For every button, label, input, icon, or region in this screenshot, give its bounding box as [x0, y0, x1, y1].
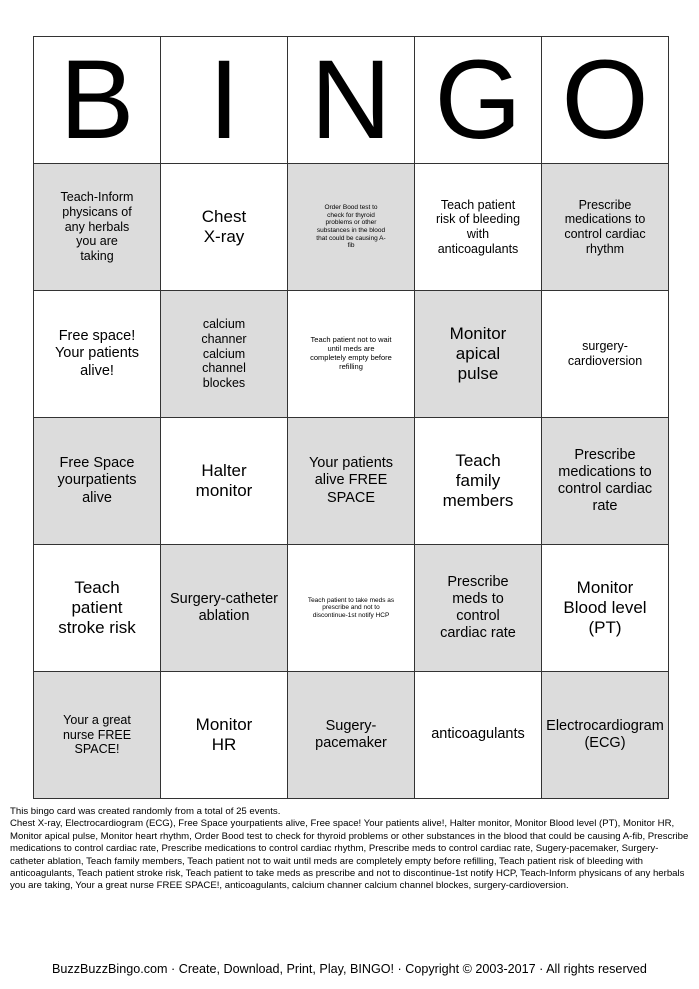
- bingo-cell: [542, 164, 669, 291]
- header-letter-o: O: [542, 37, 669, 164]
- bingo-row-4: [34, 545, 669, 672]
- bingo-row-5: [34, 672, 669, 799]
- cell-text: surgery-cardioversion: [567, 339, 643, 368]
- bingo-cell: [415, 164, 542, 291]
- cell-text: Prescribe meds to control cardiac rate: [440, 573, 516, 642]
- cell-text: Prescribe medications to control cardiac rate: [557, 446, 653, 515]
- cell-text: Surgery-catheter ablation: [170, 590, 278, 624]
- bingo-row-2: [34, 291, 669, 418]
- cell-text: Sugery-pacemaker: [315, 717, 387, 751]
- bingo-cell: [34, 672, 161, 799]
- cell-text: Your patients alive FREE SPACE: [308, 455, 394, 506]
- cell-text: Free space! Your patients alive!: [54, 328, 140, 379]
- bingo-cell: [415, 418, 542, 545]
- bingo-cell: [288, 672, 415, 799]
- bingo-row-3: [34, 418, 669, 545]
- cell-text: Monitor Blood level (PT): [563, 577, 647, 638]
- bingo-cell: [288, 291, 415, 418]
- bingo-cell: [415, 291, 542, 418]
- bingo-cell: [288, 418, 415, 545]
- bingo-cell: [34, 164, 161, 291]
- bingo-row-1: [34, 164, 669, 291]
- header-letter-b: B: [34, 37, 161, 164]
- cell-text: Monitor apical pulse: [449, 323, 507, 384]
- bingo-cell: [415, 672, 542, 799]
- header-letter-i: I: [161, 37, 288, 164]
- site-footer: BuzzBuzzBingo.com · Create, Download, Print, Play, BINGO! · Copyright © 2003-2017 · All rights reserved: [52, 962, 647, 976]
- bingo-cell: [415, 545, 542, 672]
- cell-text: Prescribe medications to control cardiac rhythm: [564, 197, 646, 256]
- cell-text: anticoagulants: [431, 726, 525, 743]
- bingo-card: [33, 36, 669, 799]
- cell-text: Halter monitor: [195, 460, 253, 500]
- bingo-cell: [34, 418, 161, 545]
- bingo-cell: [288, 545, 415, 672]
- bingo-cell: [161, 291, 288, 418]
- bingo-cell: [288, 164, 415, 291]
- cell-text: Teach patient stroke risk: [58, 577, 136, 638]
- bingo-cell: [542, 291, 669, 418]
- header-letter-g: G: [415, 37, 542, 164]
- bingo-cell: [161, 418, 288, 545]
- bingo-cell: [161, 672, 288, 799]
- cell-text: Monitor HR: [195, 714, 253, 754]
- cell-text: Teach patient to take meds as prescribe and not to discontinue-1st notify HCP: [307, 596, 395, 619]
- header-row: [34, 37, 669, 164]
- cell-text: Your a great nurse FREE SPACE!: [62, 712, 132, 757]
- cell-text: Order Bood test to check for thyroid problems or other substances in the blood that could be causing A-fib: [316, 204, 386, 250]
- header-letter-n: N: [288, 37, 415, 164]
- description-summary: This bingo card was created randomly from a total of 25 events.: [10, 806, 281, 817]
- bingo-cell: [34, 291, 161, 418]
- description-event-list: Chest X-ray, Electrocardiogram (ECG), Free Space yourpatients alive, Free space! Your patients alive!, Halter monitor, Monitor Blood level (PT), Monitor HR, Monitor apical pulse, Monitor heart rhythm, Order Bood test to check for thyroid problems or other substances in the blood that could be causing A-fib, Prescribe medications to control cardiac rate, Prescribe medications to control cardiac rhythm, Prescribe meds to control cardiac rate, Sugery-pacemaker, Surgery-catheter ablation, Teach family members, Teach patient not to wait until meds are completely empty before refilling, Teach patient risk of bleeding with anticoagulants, Teach patient stroke risk, Teach patient to take meds as prescribe and not to discontinue-1st notify HCP, Teach-Inform physicans of any herbals you are taking, Your a great nurse FREE SPACE!, anticoagulants, calcium channer calcium channel blockes, surgery-cardioversion.: [10, 818, 689, 892]
- bingo-cell: [161, 545, 288, 672]
- cell-text: Electrocardiogram (ECG): [546, 717, 664, 751]
- bingo-cell: [542, 672, 669, 799]
- cell-text: Teach patient risk of bleeding with anticoagulants: [435, 197, 521, 256]
- bingo-cell: [34, 545, 161, 672]
- cell-text: Teach patient not to wait until meds are completely empty before refilling: [310, 335, 392, 371]
- cell-text: Teach family members: [442, 450, 514, 511]
- bingo-cell: [542, 418, 669, 545]
- bingo-cell: [161, 164, 288, 291]
- cell-text: Free Space yourpatients alive: [57, 455, 137, 506]
- card-description: [10, 806, 692, 893]
- cell-text: calcium channer calcium channel blockes: [201, 317, 247, 391]
- cell-text: Chest X-ray: [201, 206, 247, 246]
- bingo-cell: [542, 545, 669, 672]
- cell-text: Teach-Inform physicans of any herbals you are taking: [60, 190, 134, 264]
